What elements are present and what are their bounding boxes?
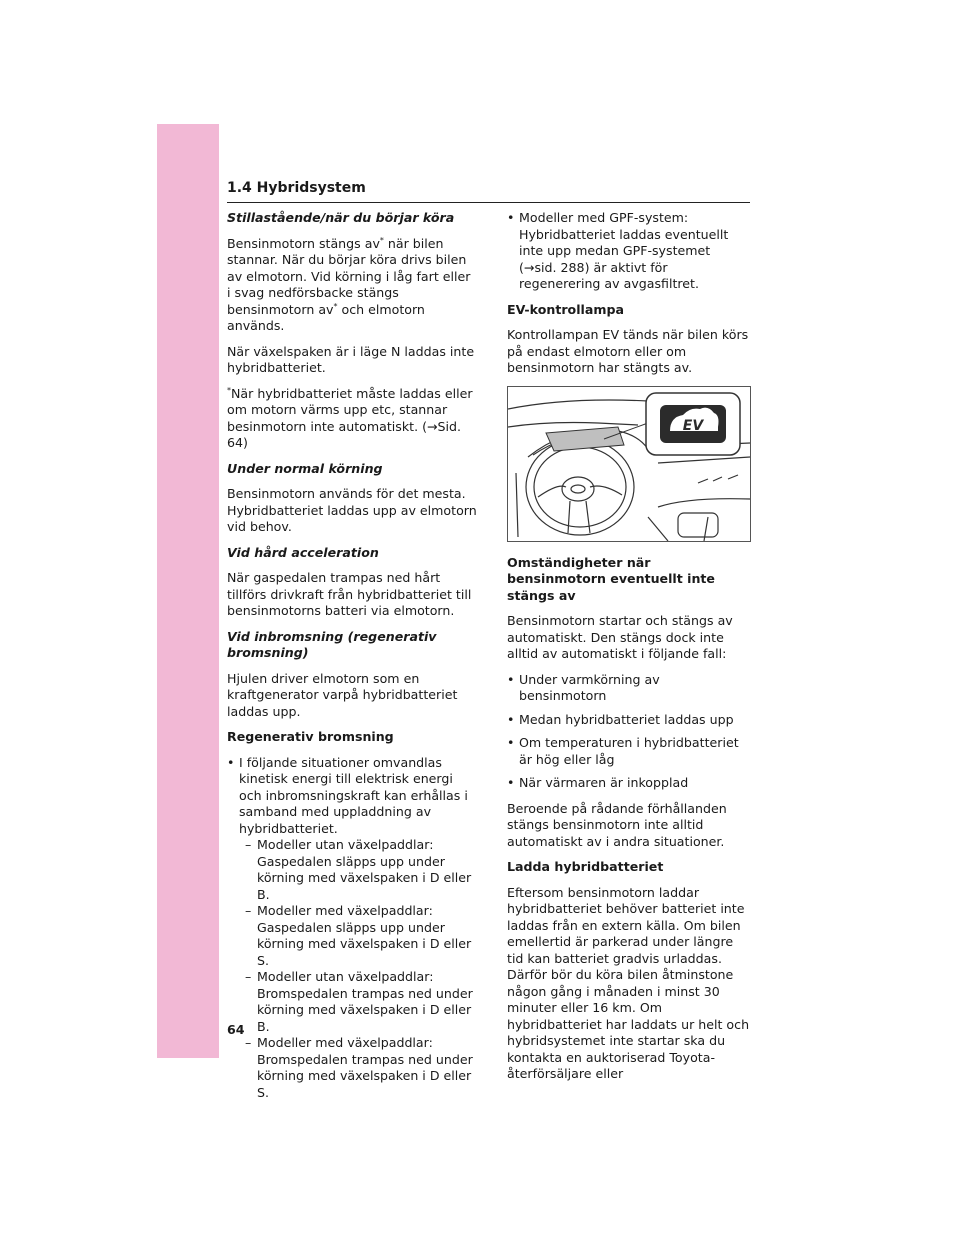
dashboard-top-line: [508, 400, 648, 409]
heading-ev-indicator: EV-kontrollampa: [507, 301, 624, 317]
dashboard-illustration: [508, 387, 750, 541]
list-item: • I följande situationer omvandlas kinetisk energi till elektrisk energi och inbromsningskraft kan erhållas i samband med uppladdning av hybridbatteriet. – Modeller utan växelpaddlar: Gaspedalen släpps upp under körning med växelspaken i D eller B. – Modeller med växelpaddlar: Gaspedalen släpps upp under körning med växelspaken i D eller S. – Modeller utan växelpaddlar: Bromspedalen trampas ned under körning med växelspaken i D eller B. – Modeller med växelpaddlar: Bromspedalen trampas ned under körning med växelspaken i D eller S.: [227, 755, 477, 1102]
chapter-tab-sidebar: [157, 124, 219, 1058]
paragraph-neutral: När växelspaken är i läge N laddas inte hybridbatteriet.: [227, 343, 475, 375]
paragraph-charge-battery: Eftersom bensinmotorn laddar hybridbatteriet behöver batteriet inte laddas från en extern källa. Om bilen emellertid är parkerad under längre tid kan batteriet gradvis urladdas. Därför bör du köra bilen åtminstone någon gång i månaden i minst 30 minuter eller 16 km. Om hybridbatteriet har laddats ur helt och hybridsystemet inte startar ska du kontakta en auktoriserad Toyota-återförsäljare eller: [507, 884, 750, 1081]
sub-list-item: – Modeller med växelpaddlar: Bromspedalen trampas ned under körning med växelspaken i D eller S.: [245, 1035, 477, 1101]
conditions-list: [507, 672, 750, 792]
paragraph-normal-driving: Bensinmotorn används för det mesta. Hybridbatteriet laddas upp av elmotorn vid behov.: [227, 486, 477, 534]
door-edge: [516, 473, 518, 537]
sub-list-item: – Modeller utan växelpaddlar: Bromspedalen trampas ned under körning med växelspaken i D eller B.: [245, 969, 477, 1035]
ev-label: EV: [682, 417, 704, 434]
dashboard-line: [508, 422, 638, 427]
list-item: • Modeller med GPF-system: Hybridbatteriet laddas eventuellt inte upp medan GPF-systemet (→sid. 288) är aktivt för regenerering av avgasfiltret.: [507, 210, 750, 293]
steering-wheel-inner: [534, 447, 626, 527]
paragraph-ev-indicator: Kontrollampan EV tänds när bilen körs på endast elmotorn eller om bensinmotorn har stängts av.: [507, 327, 749, 375]
heading-normal-driving: Under normal körning: [227, 460, 383, 476]
vents: [698, 475, 738, 483]
highlighted-display: [546, 427, 624, 451]
console-line: [658, 498, 750, 506]
sub-list-item: – Modeller utan växelpaddlar: Gaspedalen släpps upp under körning med växelspaken i D eller B.: [245, 837, 477, 903]
paragraph-engine-not-stopping: Bensinmotorn startar och stängs av automatiskt. Den stängs dock inte alltid av automatiskt i följande fall:: [507, 613, 733, 661]
heading-charge-battery: Ladda hybridbatteriet: [507, 859, 664, 874]
regenerative-braking-list: [227, 755, 477, 1102]
sub-list: [239, 837, 477, 1101]
heading-deceleration: Vid inbromsning (regenerativ bromsning): [227, 628, 437, 660]
paragraph-standstill: Bensinmotorn stängs av* när bilen stannar. När du börjar köra drivs bilen av elmotorn. Vid körning i låg fart eller i svag nedförsbacke stängs bensinmotorn av* och elmotorn används.: [227, 235, 471, 333]
right-column: [507, 210, 750, 1092]
list-item: • Medan hybridbatteriet laddas upp: [507, 712, 750, 729]
spoke-right: [590, 486, 622, 495]
gpf-list: [507, 210, 750, 293]
paragraph-deceleration: Hjulen driver elmotorn som en kraftgenerator varpå hybridbatteriet laddas upp.: [227, 670, 458, 719]
section-header: 1.4 Hybridsystem: [227, 178, 750, 203]
heading-engine-not-stopping: Omständigheter när bensinmotorn eventuellt inte stängs av: [507, 554, 715, 603]
page-number: 64: [227, 1022, 245, 1037]
footnote: *När hybridbatteriet måste laddas eller om motorn värms upp etc, stannar besinmotorn inte automatiskt. (→Sid. 64): [227, 385, 473, 450]
left-column: [227, 210, 477, 1110]
list-item: • När värmaren är inkopplad: [507, 775, 750, 792]
dash-panel-line-2: [658, 457, 750, 463]
ev-indicator-figure: [507, 386, 751, 542]
heading-hard-acceleration: Vid hård acceleration: [227, 544, 379, 560]
logo-emblem: [571, 485, 585, 493]
list-item: • Under varmkörning av bensinmotorn: [507, 672, 750, 705]
spoke-bottom: [568, 501, 590, 533]
list-item: • Om temperaturen i hybridbatteriet är hög eller låg: [507, 735, 750, 768]
sub-list-item: – Modeller med växelpaddlar: Gaspedalen släpps upp under körning med växelspaken i D eller S.: [245, 903, 477, 969]
steering-wheel-rim: [526, 439, 634, 535]
shifter-base: [678, 513, 718, 537]
steering-wheel-hub: [562, 477, 594, 501]
heading-standstill: Stillastående/när du börjar köra: [227, 210, 455, 225]
paragraph-conditions: Beroende på rådande förhållanden stängs bensinmotorn inte alltid automatiskt av i andra situationer.: [507, 800, 727, 849]
paragraph-hard-acceleration: När gaspedalen trampas ned hårt tillförs drivkraft från hybridbatteriet till bensinmotorns batteri via elmotorn.: [227, 570, 472, 618]
heading-regenerative-braking: Regenerativ bromsning: [227, 729, 394, 744]
